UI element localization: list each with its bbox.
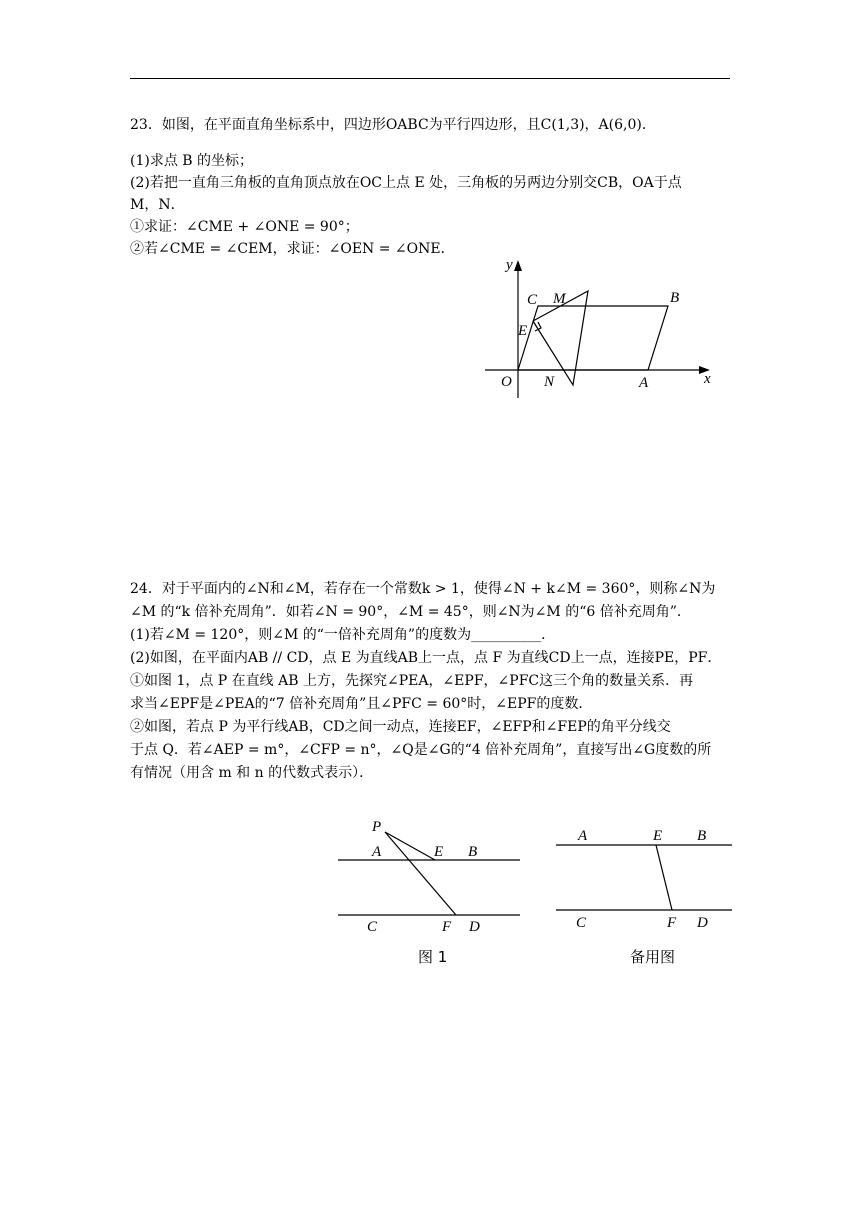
- fig1-label-p: P: [372, 819, 382, 835]
- label-o: O: [501, 374, 512, 390]
- parallelogram-oabc: [518, 306, 668, 370]
- q24-line5: ①如图 1，点 P 在直线 AB 上方，先探究∠PEA，∠EPF，∠PFC这三个角的数量关系．再: [130, 673, 694, 689]
- fig1-label-a: A: [372, 844, 382, 860]
- q23-part1: (1)求点 B 的坐标；: [130, 153, 254, 169]
- label-m: M: [553, 291, 566, 307]
- fig2-label-a: A: [578, 828, 588, 844]
- label-y: y: [506, 257, 513, 273]
- fig1-caption: 图 1: [418, 948, 448, 966]
- q24-line3: (1)若∠M = 120°，则∠M 的“一倍补充周角”的度数为__________．: [130, 627, 556, 643]
- label-n: N: [544, 374, 555, 390]
- label-x: x: [704, 371, 711, 387]
- segment-pe: [385, 832, 435, 860]
- fig1-label-e: E: [434, 844, 444, 860]
- q23-part2-line1: (2)若把一直角三角板的直角顶点放在OC上点 E 处，三角板的另两边分别交CB，OA于点: [130, 175, 682, 191]
- fig1-label-d: D: [469, 919, 480, 935]
- fig1-label-b: B: [468, 844, 478, 860]
- q24-line7: ②如图，若点 P 为平行线AB，CD之间一动点，连接EF，∠EFP和∠FEP的角平分线交: [130, 719, 671, 735]
- q24-line1: 24．对于平面内的∠N和∠M，若存在一个常数k > 1，使得∠N + k∠M = 360°，则称∠N为: [130, 581, 716, 597]
- label-a: A: [639, 375, 649, 391]
- segment-pf: [385, 832, 456, 915]
- label-e: E: [518, 323, 528, 339]
- y-axis-arrow: [514, 260, 522, 271]
- fig2-label-f: F: [667, 915, 677, 931]
- fig2-label-c: C: [576, 915, 587, 931]
- header-rule: [130, 78, 730, 79]
- fig1-label-c: C: [367, 919, 378, 935]
- q23-claim2: ②若∠CME = ∠CEM，求证：∠OEN = ∠ONE．: [130, 241, 455, 257]
- q24-figure-1: [330, 810, 530, 940]
- fig2-label-d: D: [697, 915, 708, 931]
- q24-line9: 有情况（用含 m 和 n 的代数式表示）．: [130, 765, 374, 781]
- segment-ef: [656, 845, 672, 910]
- q24-backup-figure: [550, 810, 740, 940]
- q23-claim1: ①求证：∠CME + ∠ONE = 90°；: [130, 219, 359, 235]
- fig2-label-e: E: [653, 828, 663, 844]
- label-b: B: [670, 290, 680, 306]
- q24-line6: 求当∠EPF是∠PEA的“7 倍补充周角”且∠PFC = 60°时，∠EPF的度数．: [130, 696, 593, 712]
- label-c: C: [527, 292, 538, 308]
- q23-part2-line2: M，N．: [130, 197, 185, 213]
- q24-line8: 于点 Q．若∠AEP = m°，∠CFP = n°，∠Q是∠G的“4 倍补充周角”，直接写出∠G度数的所: [130, 742, 712, 758]
- q23-coordinate-figure: [480, 255, 730, 405]
- q24-line4: (2)如图，在平面内AB // CD，点 E 为直线AB上一点，点 F 为直线CD上一点，连接PE，PF．: [130, 650, 722, 666]
- q23-stem: 23．如图，在平面直角坐标系中，四边形OABC为平行四边形，且C(1,3)，A(6,0)．: [130, 117, 656, 133]
- fig2-caption: 备用图: [630, 948, 676, 966]
- fig2-label-b: B: [697, 828, 707, 844]
- fig1-label-f: F: [442, 919, 452, 935]
- q24-line2: ∠M 的“k 倍补充周角”．如若∠N = 90°，∠M = 45°，则∠N为∠M 的“6 倍补充周角”．: [130, 604, 691, 620]
